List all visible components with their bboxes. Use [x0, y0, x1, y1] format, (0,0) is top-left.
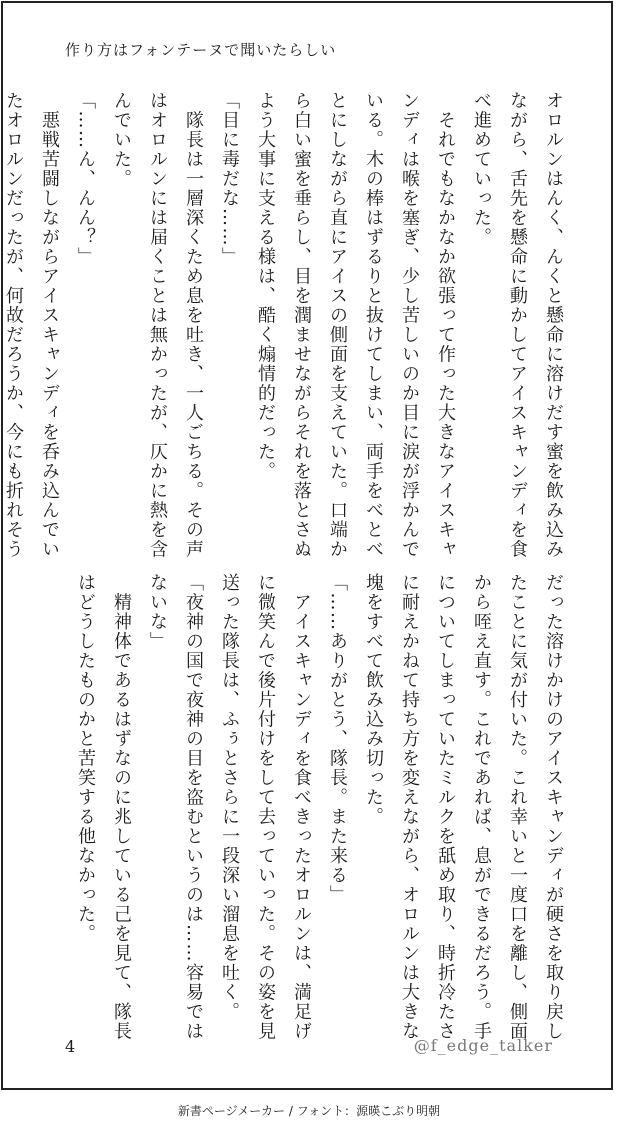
vertical-text-block-top: オロルンはんく、んくと懸命に溶けだす蜜を飲み込み ながら、舌先を懸命に動かしてアイスキャンディを食 べ進めていった。 それでもなかなか欲張って作った大きなアイスキャ ンディは喉を塞ぎ、少し苦しいのか目に涙が浮かんで いる。木の棒はずるりと抜けてしまい、両手をべとべ とにしながら直にアイスの側面を支えていた。口端か ら白い蜜を垂らし、目を潤ませながらそれを落とさぬ よう大事に支える様は、酷く煽情的だった。 「目に毒だな……」 隊長は一層深くため息を吐き、一人ごちる。その声 はオロルンには届くことは無かったが、仄かに熱を含 んでいた。 「……ん、んん？」 悪戦苦闘しながらアイスキャンディを呑み込んでい たオロルンだったが、何故だろうか、今にも折れそう: [3, 91, 564, 559]
page-number: 4: [65, 1037, 76, 1056]
page-header-title: 作り方はフォンテーヌで聞いたらしい: [65, 41, 337, 59]
book-page: [1, 1, 613, 1090]
footer-credit: 新書ページメーカー / フォント：源暎こぶり明朝: [177, 1104, 441, 1118]
vertical-text-block-bottom: だった溶けかけのアイスキャンディが硬さを取り戻し たことに気が付いた。これ幸いと一度口を離し、側面 から咥え直す。これであれば、息ができるだろう。手 についてしまっていたミルクを舐め取り、時折冷たさ に耐えかねて持ち方を変えながら、オロルンは大きな 塊をすべて飲み込み切った。 「……ありがとう、隊長。また来る」 アイスキャンディを食べきったオロルンは、満足げ に微笑んで後片付けをして去っていった。その姿を見 送った隊長は、ふぅとさらに一段深い溜息を吐く。 「夜神の国で夜神の目を盗むというのは……容易では ないな」 精神体であるはずなのに兆している己を見て、隊長 はどうしたものかと苦笑する他なかった。: [75, 573, 564, 1041]
author-credit: @f_edge_talker: [413, 1036, 553, 1055]
